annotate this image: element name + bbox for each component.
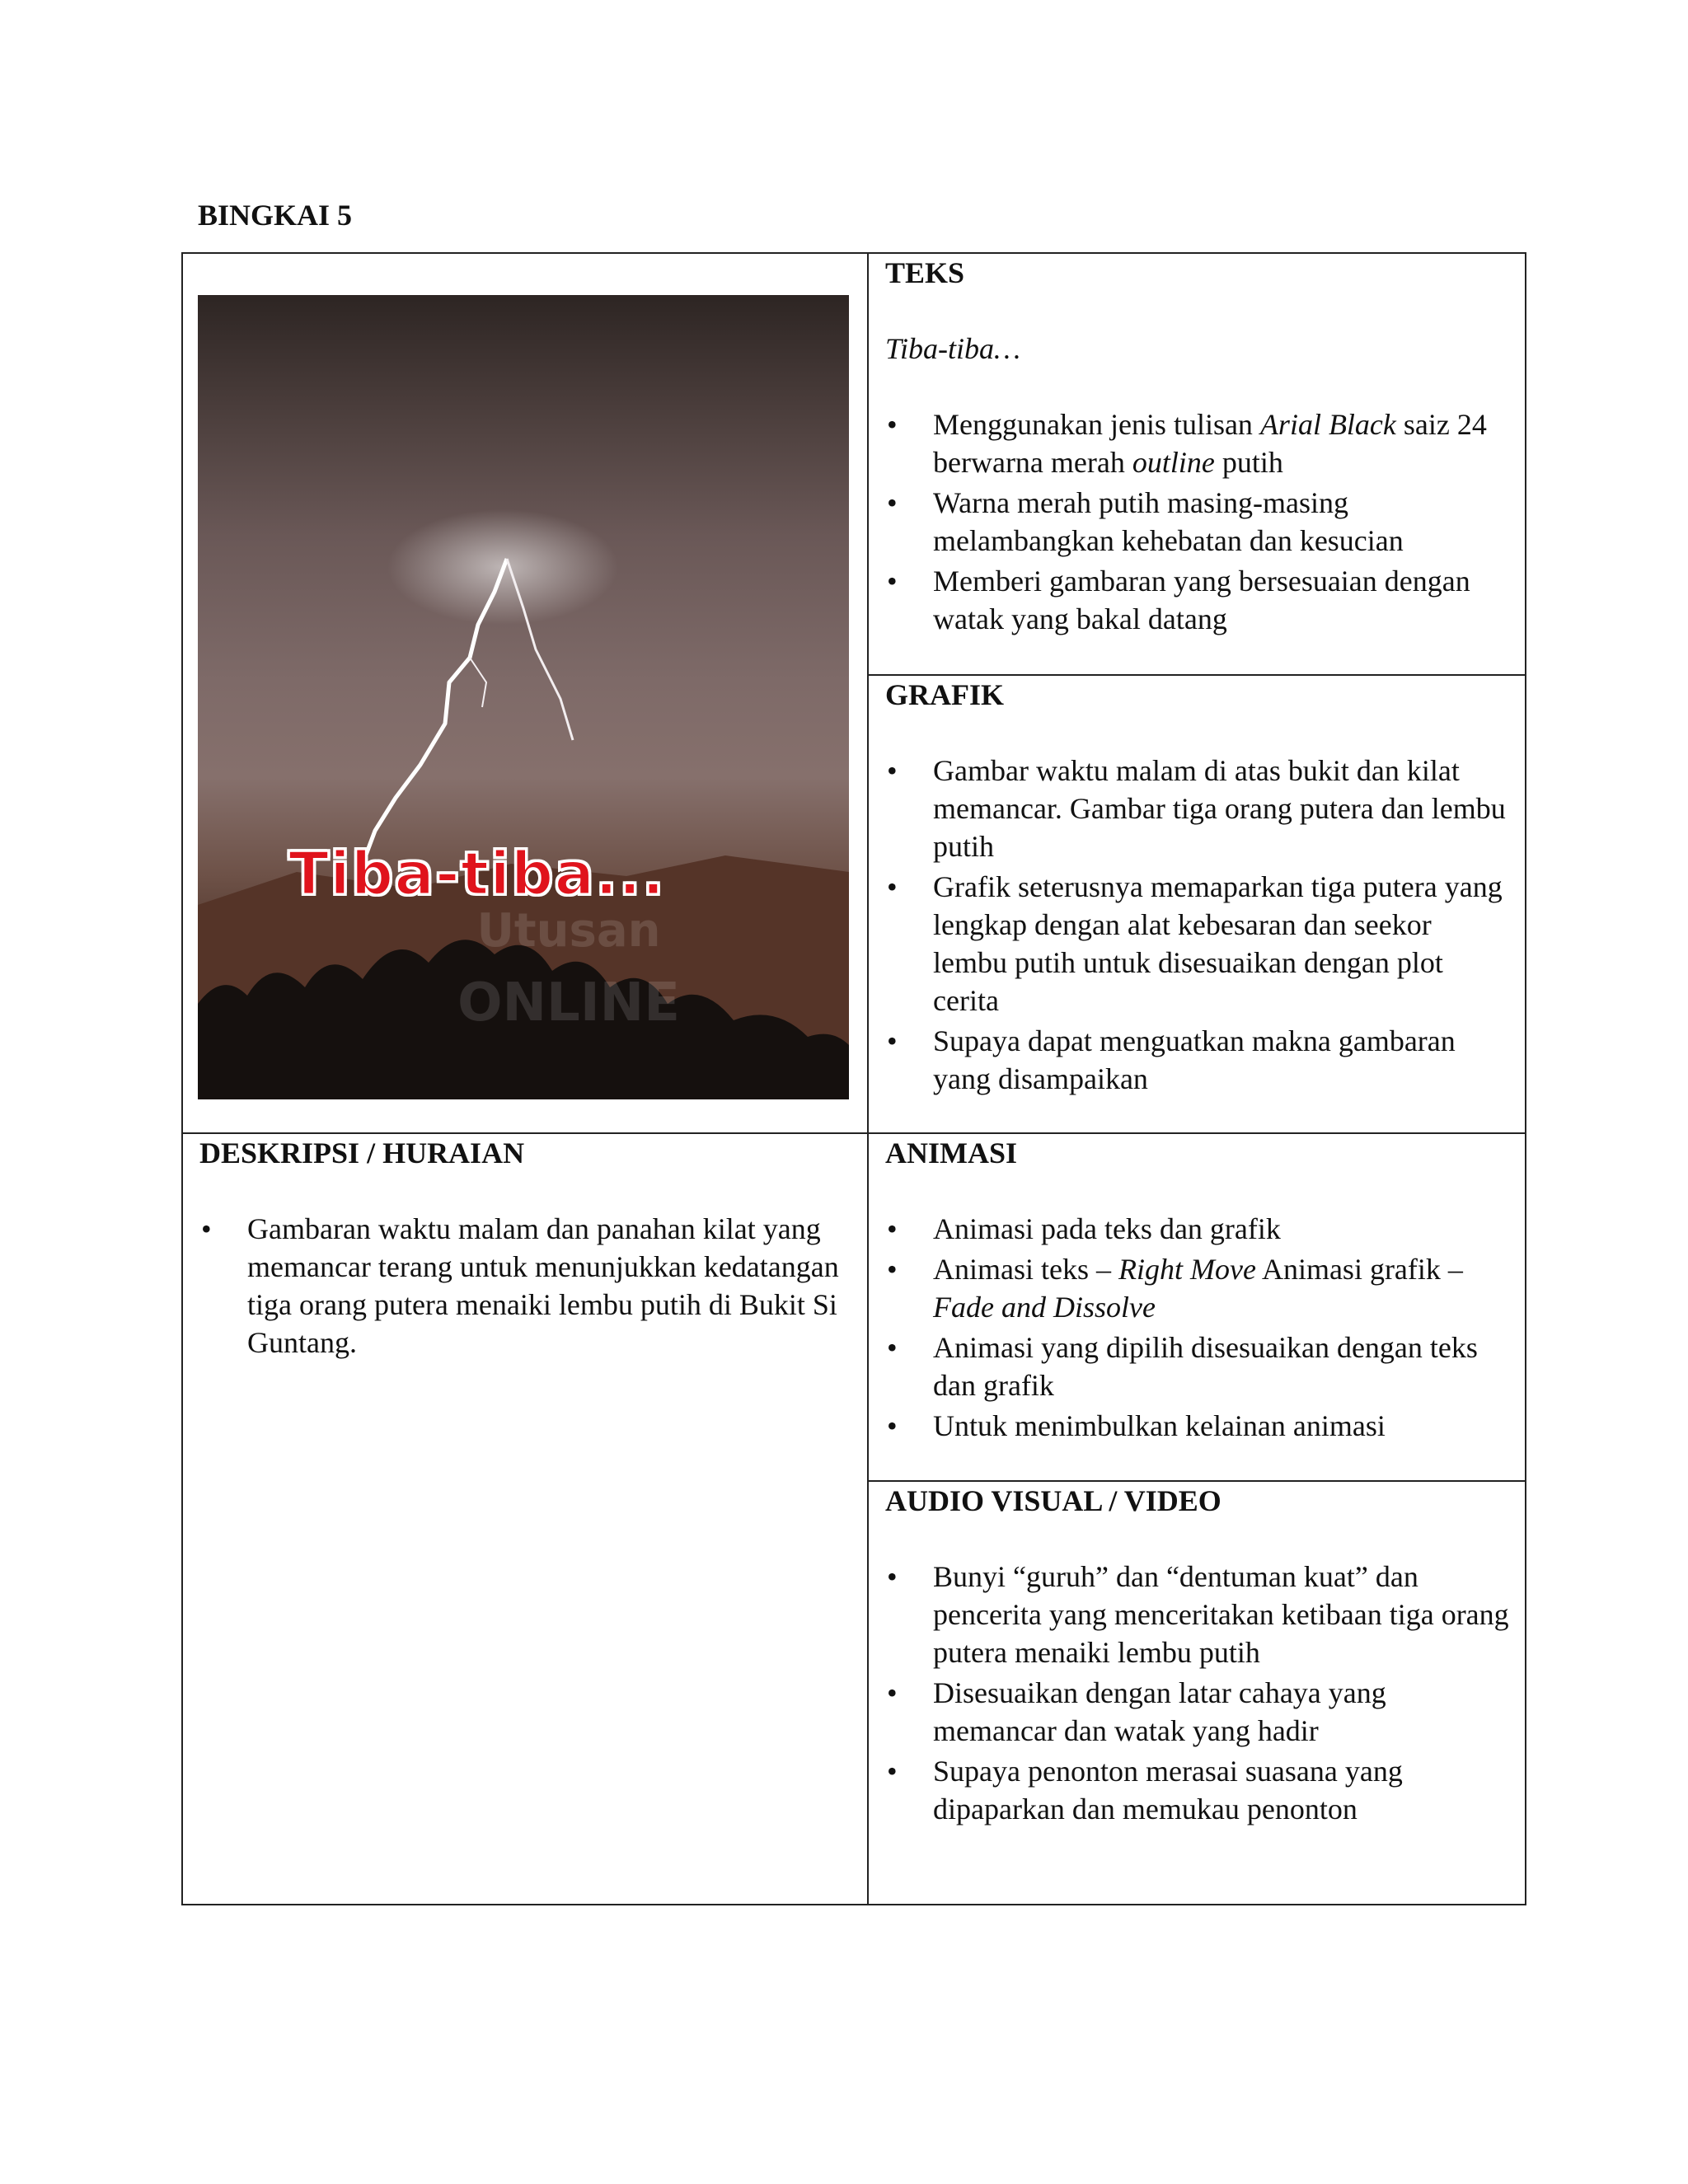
animasi-cell: [869, 1134, 1526, 1480]
list-item: • Memberi gambaran yang bersesuaian dengan watak yang bakal datang: [885, 562, 1510, 638]
photo-graphics: [198, 295, 849, 1099]
list-item: • Bunyi “guruh” dan “dentuman kuat” dan pencerita yang menceritakan ketibaan tiga orang putera menaiki lembu putih: [885, 1558, 1510, 1671]
animasi-heading: ANIMASI: [885, 1137, 1018, 1169]
teks-cell: [869, 254, 1526, 674]
deskripsi-list: [199, 1210, 851, 1361]
teks-list: [885, 405, 1510, 638]
list-item: • Disesuaikan dengan latar cahaya yang memancar dan watak yang hadir: [885, 1674, 1510, 1750]
list-item: • Gambar waktu malam di atas bukit dan kilat memancar. Gambar tiga orang putera dan lembu putih: [885, 752, 1510, 865]
lightning-photo: [198, 295, 849, 1099]
list-item: • Untuk menimbulkan kelainan animasi: [885, 1407, 1510, 1445]
grafik-cell: [869, 676, 1526, 1132]
audio-cell: [869, 1482, 1526, 1905]
list-item: • Gambaran waktu malam dan panahan kilat yang memancar terang untuk menunjukkan kedatangan tiga orang putera menaiki lembu putih di Bukit Si Guntang.: [199, 1210, 851, 1361]
overlay-text: Tiba-tiba...: [288, 839, 666, 908]
image-cell: [183, 254, 867, 1132]
watermark-online: ONLINE: [457, 972, 680, 1033]
list-item: • Animasi teks – Right Move Animasi grafik – Fade and Dissolve: [885, 1250, 1510, 1326]
deskripsi-cell: [183, 1134, 867, 1905]
watermark-utusan: Utusan: [476, 904, 661, 958]
audio-heading: AUDIO VISUAL / VIDEO: [885, 1484, 1221, 1517]
grafik-heading: GRAFIK: [885, 678, 1004, 711]
animasi-list: [885, 1210, 1510, 1445]
frame-title: BINGKAI 5: [198, 199, 353, 232]
list-item: • Animasi pada teks dan grafik: [885, 1210, 1510, 1248]
deskripsi-heading: DESKRIPSI / HURAIAN: [199, 1137, 525, 1169]
teks-heading: TEKS: [885, 256, 965, 289]
list-item: • Menggunakan jenis tulisan Arial Black saiz 24 berwarna merah outline putih: [885, 405, 1510, 481]
list-item: • Supaya dapat menguatkan makna gambaran yang disampaikan: [885, 1022, 1510, 1098]
list-item: • Animasi yang dipilih disesuaikan dengan teks dan grafik: [885, 1329, 1510, 1404]
grafik-list: [885, 752, 1510, 1098]
teks-lead: Tiba-tiba…: [885, 332, 1021, 365]
audio-list: [885, 1558, 1510, 1828]
list-item: • Warna merah putih masing-masing melambangkan kehebatan dan kesucian: [885, 484, 1510, 560]
storyboard-table: [181, 252, 1526, 1905]
list-item: • Grafik seterusnya memaparkan tiga putera yang lengkap dengan alat kebesaran dan seekor lembu putih untuk disesuaikan dengan plot cerita: [885, 868, 1510, 1019]
lightning-fork: [470, 658, 486, 707]
list-item: • Supaya penonton merasai suasana yang dipaparkan dan memukau penonton: [885, 1752, 1510, 1828]
